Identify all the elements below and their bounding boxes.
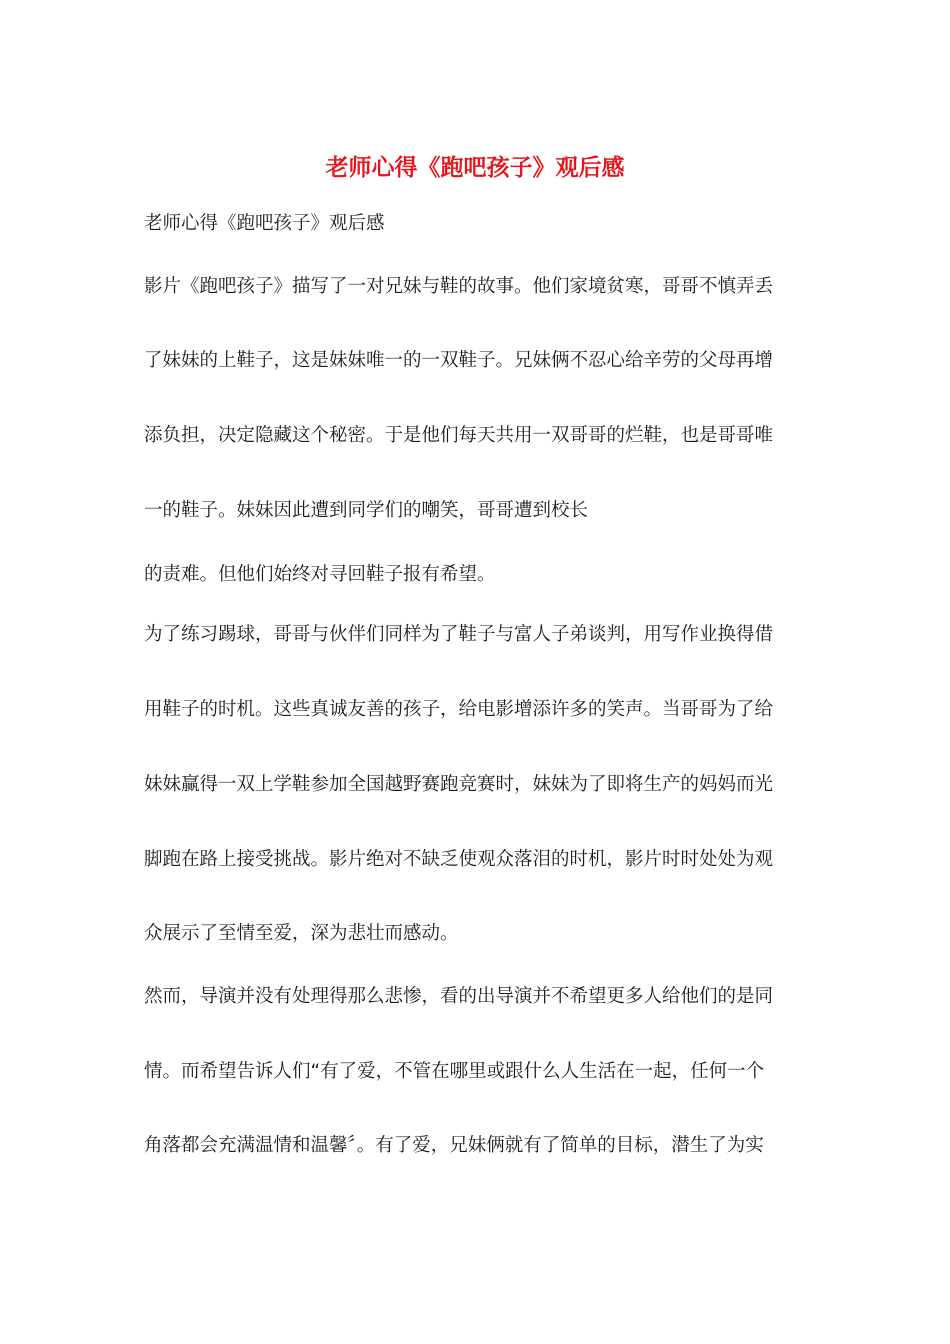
- text-line: 添负担，决定隐藏这个秘密。于是他们每天共用一双哥哥的烂鞋，也是哥哥唯: [144, 425, 774, 446]
- text-line: 的责难。但他们始终对寻回鞋子报有希望。: [144, 564, 496, 585]
- text-line: 一的鞋子。妹妹因此遭到同学们的嘲笑，哥哥遭到校长: [144, 500, 589, 521]
- text-line: 然而，导演并没有处理得那么悲惨，看的出导演并不希望更多人给他们的是同: [144, 986, 774, 1007]
- text-line: 妹妹赢得一双上学鞋参加全国越野赛跑竞赛时，妹妹为了即将生产的妈妈而光: [144, 774, 774, 795]
- text-line: 情。而希望告诉人们“有了爱，不管在哪里或跟什么人生活在一起，任何一个: [144, 1061, 765, 1082]
- text-line: 了妹妹的上鞋子，这是妹妹唯一的一双鞋子。兄妹俩不忍心给辛劳的父母再增: [144, 350, 774, 371]
- text-line: 影片《跑吧孩子》描写了一对兄妹与鞋的故事。他们家境贫寒，哥哥不慎弄丢: [144, 276, 774, 297]
- text-line: 众展示了至情至爱，深为悲壮而感动。: [144, 923, 459, 944]
- document-subtitle: 老师心得《跑吧孩子》观后感: [144, 213, 385, 234]
- text-line: 用鞋子的时机。这些真诚友善的孩子，给电影增添许多的笑声。当哥哥为了给: [144, 699, 774, 720]
- text-line: 为了练习踢球，哥哥与伙伴们同样为了鞋子与富人子弟谈判，用写作业换得借: [144, 624, 774, 645]
- document-title: 老师心得《跑吧孩子》观后感: [325, 154, 625, 181]
- text-line: 角落都会充满温情和温馨〞。有了爱，兄妹俩就有了简单的目标，潜生了为实: [144, 1135, 764, 1156]
- text-line: 脚跑在路上接受挑战。影片绝对不缺乏使观众落泪的时机，影片时时处处为观: [144, 849, 774, 870]
